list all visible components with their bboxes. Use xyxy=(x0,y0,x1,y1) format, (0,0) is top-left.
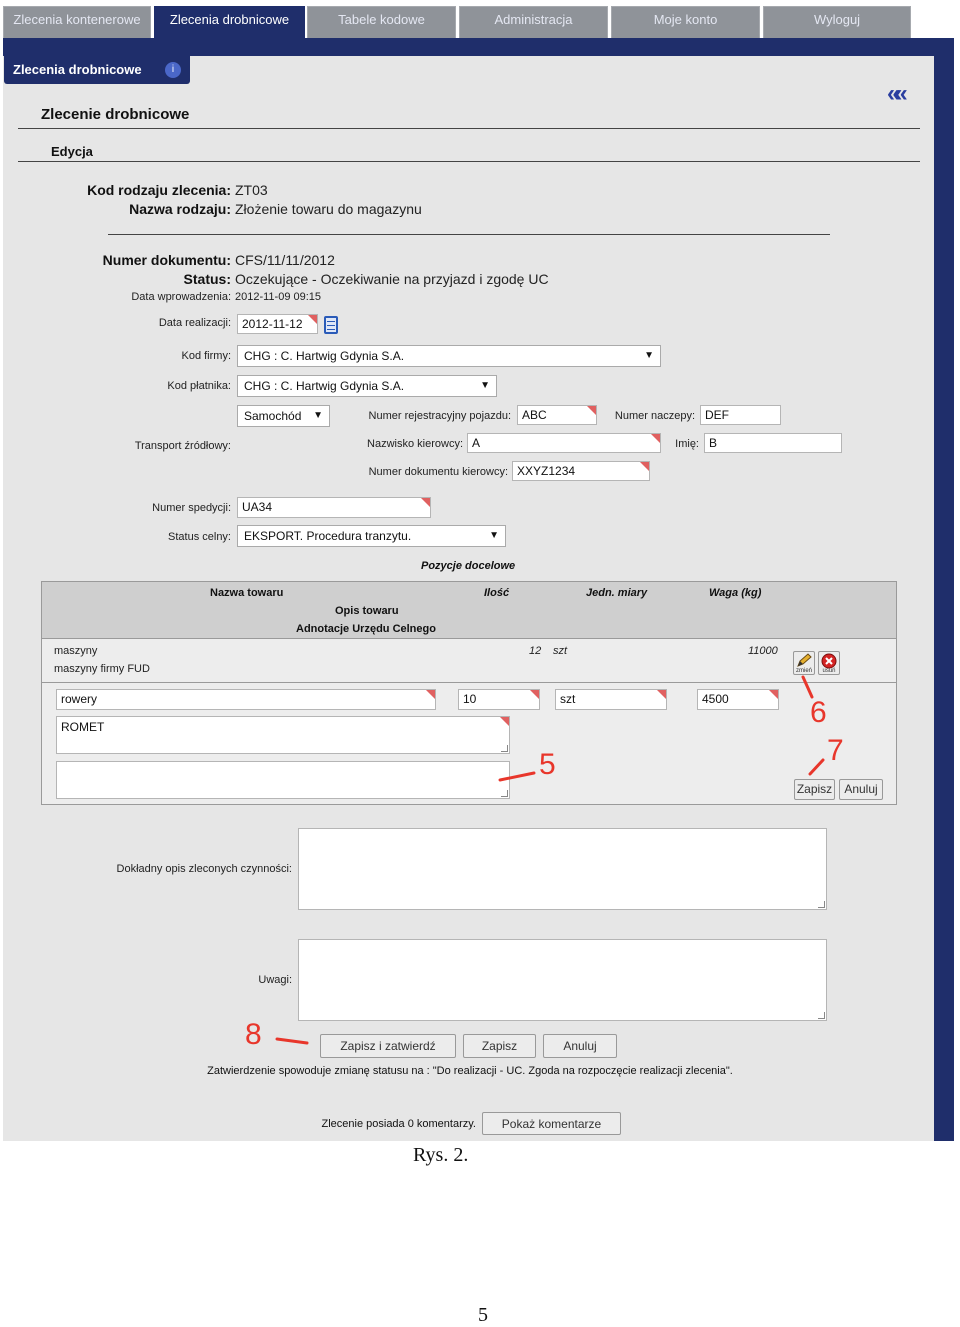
nr-naczepy-field[interactable]: DEF xyxy=(700,405,781,425)
kod-rodzaju-value: ZT03 xyxy=(235,182,268,198)
collapse-icon[interactable]: «« xyxy=(887,80,902,107)
delete-label: usuń xyxy=(822,668,836,674)
kod-platnika-label: Kod płatnika: xyxy=(167,380,231,392)
nr-naczepy-label: Numer naczepy: xyxy=(614,410,695,422)
page-title: Zlecenie drobnicowe xyxy=(41,106,190,123)
tab-zlecenia-drobnicowe[interactable]: Zlecenia drobnicowe xyxy=(154,6,305,38)
edit-opis-textarea[interactable]: ROMET xyxy=(56,716,510,754)
row-waga: 11000 xyxy=(748,645,778,657)
nazwisko-label: Nazwisko kierowcy: xyxy=(367,438,463,450)
annotation-8: 8 xyxy=(245,1018,262,1051)
nazwisko-field[interactable]: A xyxy=(467,433,661,453)
status-label: Status: xyxy=(183,271,231,287)
edit-jedn-field[interactable]: szt xyxy=(555,689,667,710)
edit-nazwa-field[interactable]: rowery xyxy=(56,689,436,710)
status-value: Oczekujące - Oczekiwanie na przyjazd i zgodę UC xyxy=(235,271,549,287)
header-ilosc: Ilość xyxy=(484,587,510,599)
nr-rej-field[interactable]: ABC xyxy=(517,405,597,425)
annotation-7: 7 xyxy=(827,734,844,767)
row-jedn: szt xyxy=(553,645,568,657)
opis-czynnosci-label: Dokładny opis zleconych czynności: xyxy=(116,863,292,875)
row-ilosc: 12 xyxy=(529,645,542,657)
positions-title: Pozycje docelowe xyxy=(421,560,516,572)
header-nazwa: Nazwa towaru xyxy=(210,587,284,599)
edit-waga-field[interactable]: 4500 xyxy=(697,689,779,710)
data-wprowadzenia-value: 2012-11-09 09:15 xyxy=(235,291,322,303)
data-realizacji-field[interactable]: 2012-11-12 xyxy=(237,314,318,334)
nr-dok-kierowcy-label: Numer dokumentu kierowcy: xyxy=(368,466,508,478)
status-celny-select[interactable]: EKSPORT. Procedura tranzytu. ▼ xyxy=(237,525,506,547)
data-realizacji-label: Data realizacji: xyxy=(158,317,231,329)
annotation-5: 5 xyxy=(539,748,556,781)
kod-platnika-select[interactable]: CHG : C. Hartwig Gdynia S.A. ▼ xyxy=(237,375,497,397)
kod-firmy-label: Kod firmy: xyxy=(181,350,231,362)
annotation-6: 6 xyxy=(810,696,827,729)
chevron-down-icon: ▼ xyxy=(644,350,654,361)
numer-dokumentu-value: CFS/11/11/2012 xyxy=(235,252,335,268)
cancel-button[interactable]: Anuluj xyxy=(543,1034,617,1058)
row-cancel-button[interactable]: Anuluj xyxy=(839,779,883,800)
transport-type-select[interactable]: Samochód ▼ xyxy=(237,405,330,427)
save-confirm-button[interactable]: Zapisz i zatwierdź xyxy=(320,1034,456,1058)
data-wprowadzenia-label: Data wprowadzenia: xyxy=(131,291,231,303)
page-number: 5 xyxy=(478,1304,488,1326)
chevron-down-icon: ▼ xyxy=(313,410,323,421)
nr-spedycji-label: Numer spedycji: xyxy=(152,502,231,514)
status-celny-label: Status celny: xyxy=(168,531,231,543)
header-waga: Waga (kg) xyxy=(709,587,762,599)
tab-zlecenia-kontenerowe[interactable]: Zlecenia kontenerowe xyxy=(3,6,151,38)
save-button[interactable]: Zapisz xyxy=(463,1034,536,1058)
edit-ilosc-field[interactable]: 10 xyxy=(458,689,540,710)
kod-rodzaju-label: Kod rodzaju zlecenia: xyxy=(87,182,231,198)
figure-caption: Rys. 2. xyxy=(413,1144,469,1166)
comments-count: Zlecenie posiada 0 komentarzy. xyxy=(321,1118,476,1130)
chevron-down-icon: ▼ xyxy=(489,530,499,541)
status-note: Zatwierdzenie spowoduje zmianę statusu na : "Do realizacji - UC. Zgoda na rozpoczęcie realizacji zlecenia". xyxy=(207,1065,733,1077)
row-nazwa: maszyny xyxy=(54,645,98,657)
info-icon[interactable]: i xyxy=(165,62,181,78)
page-subtitle: Edycja xyxy=(51,144,93,159)
tab-wyloguj[interactable]: Wyloguj xyxy=(763,6,911,38)
header-adnotacje: Adnotacje Urzędu Celnego xyxy=(296,623,436,635)
show-comments-button[interactable]: Pokaż komentarze xyxy=(482,1112,621,1135)
nazwa-rodzaju-label: Nazwa rodzaju: xyxy=(129,201,231,217)
kod-firmy-select[interactable]: CHG : C. Hartwig Gdynia S.A. ▼ xyxy=(237,345,661,367)
nr-rej-label: Numer rejestracyjny pojazdu: xyxy=(368,410,511,422)
row-opis: maszyny firmy FUD xyxy=(54,663,150,675)
section-tab[interactable]: Zlecenia drobnicowe xyxy=(4,56,190,84)
tab-moje-konto[interactable]: Moje konto xyxy=(611,6,760,38)
numer-dokumentu-label: Numer dokumentu: xyxy=(102,252,231,268)
uwagi-label: Uwagi: xyxy=(258,974,292,986)
header-opis: Opis towaru xyxy=(335,605,399,617)
imie-label: Imię: xyxy=(675,438,699,450)
imie-field[interactable]: B xyxy=(704,433,842,453)
edit-label: zmień xyxy=(795,668,812,674)
header-jedn: Jedn. miary xyxy=(586,587,648,599)
chevron-down-icon: ▼ xyxy=(480,380,490,391)
tab-tabele-kodowe[interactable]: Tabele kodowe xyxy=(307,6,456,38)
tab-administracja[interactable]: Administracja xyxy=(459,6,608,38)
nazwa-rodzaju-value: Złożenie towaru do magazynu xyxy=(235,201,422,217)
transport-label: Transport źródłowy: xyxy=(134,440,231,452)
row-save-button[interactable]: Zapisz xyxy=(794,779,835,800)
nr-dok-kierowcy-field[interactable]: XXYZ1234 xyxy=(512,461,650,481)
nr-spedycji-field[interactable]: UA34 xyxy=(237,497,431,518)
